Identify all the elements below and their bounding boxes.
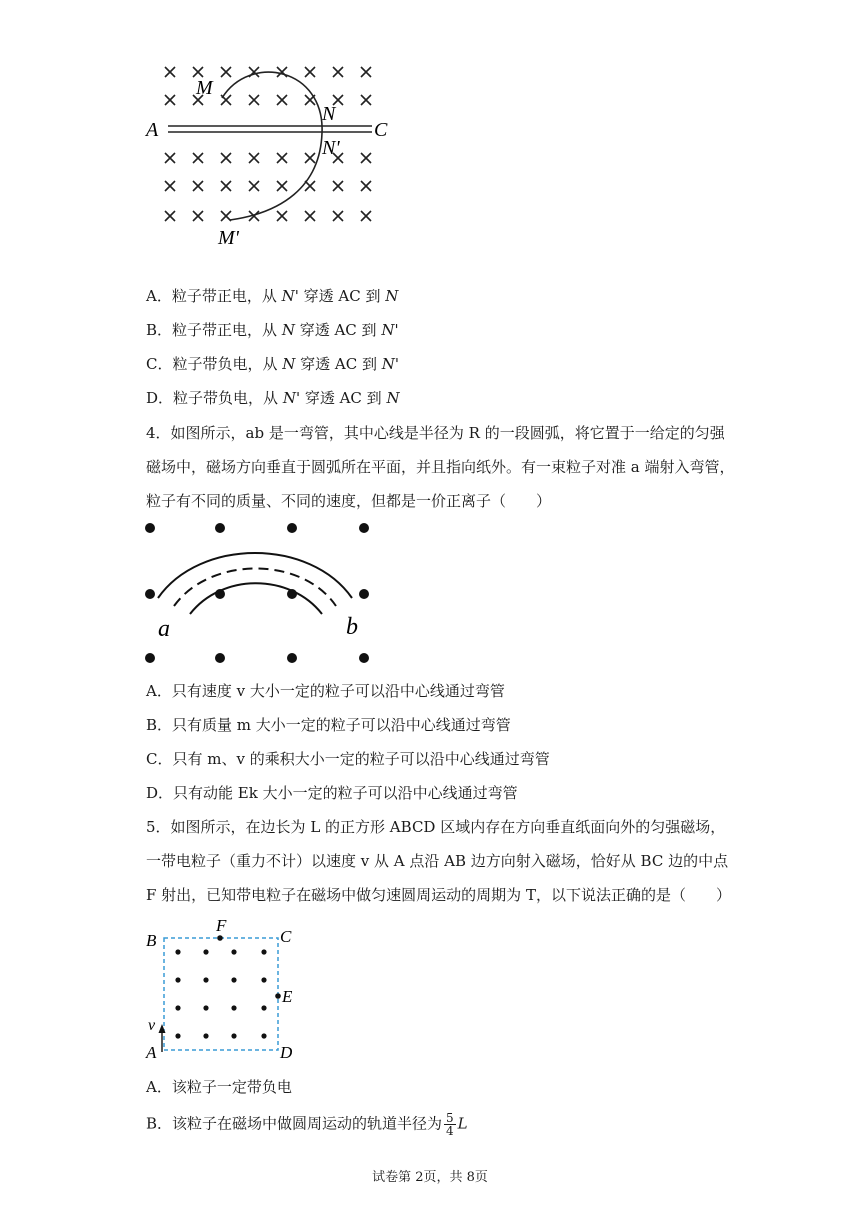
field-dot	[203, 1005, 208, 1010]
q5-line-2: 一带电粒子（重力不计）以速度 v 从 A 点沿 AB 边方向射入磁场，恰好从 BC 边的中点	[146, 852, 729, 870]
q3-option-part: N'	[282, 389, 301, 407]
q5-option-b-var: L	[457, 1114, 468, 1133]
q3-option-d	[146, 389, 400, 407]
label-B: B	[146, 931, 157, 950]
square-ABCD	[164, 938, 278, 1050]
field-dot	[359, 653, 369, 663]
cross-mark	[277, 181, 287, 191]
q3-option-part: N'	[281, 287, 299, 305]
figure-square-field	[140, 912, 320, 1062]
cross-mark	[361, 153, 371, 163]
label-N-prime: N'	[322, 137, 340, 159]
q3-option-part: N	[385, 287, 399, 305]
cross-mark	[165, 95, 175, 105]
q3-option-part: N	[281, 321, 295, 339]
field-dot	[145, 653, 155, 663]
cross-mark	[221, 67, 231, 77]
q3-option-part: 粒子带正电，从	[172, 321, 282, 339]
cross-mark	[193, 153, 203, 163]
q5-line-3: F 射出，已知带电粒子在磁场中做匀速圆周运动的周期为 T，以下说法正确的是（ ）	[146, 886, 731, 904]
q4-option-d: D．只有动能 Ek 大小一定的粒子可以沿中心线通过弯管	[146, 784, 518, 802]
label-v: v	[148, 1017, 156, 1034]
q3-option-part: B．	[146, 321, 173, 339]
q3-option-part: N'	[381, 355, 400, 373]
field-dot	[203, 1033, 208, 1038]
q3-option-part: N'	[381, 321, 399, 339]
field-dot	[231, 1005, 236, 1010]
field-dot	[203, 977, 208, 982]
label-D: D	[280, 1043, 293, 1062]
q3-option-part: A．	[146, 287, 172, 305]
cross-mark	[361, 211, 371, 221]
point-F	[217, 935, 223, 941]
figure-curved-tube	[140, 518, 380, 668]
cross-mark	[333, 181, 343, 191]
cross-mark	[249, 153, 259, 163]
cross-mark	[249, 181, 259, 191]
field-dot	[175, 949, 180, 954]
field-dot	[231, 1033, 236, 1038]
field-dot	[175, 977, 180, 982]
q3-option-part: 粒子带负电，从	[173, 389, 283, 407]
q3-option-part: C．	[146, 355, 173, 373]
label-A: A	[146, 119, 159, 141]
cross-mark	[165, 67, 175, 77]
label-A: A	[146, 1043, 157, 1062]
label-a: a	[158, 616, 170, 642]
q5-option-b	[146, 1112, 468, 1137]
cross-mark	[221, 153, 231, 163]
cross-mark	[305, 181, 315, 191]
field-dots	[175, 949, 266, 1038]
q4-line-2: 磁场中，磁场方向垂直于圆弧所在平面，并且指向纸外。有一束粒子对准 a 端射入弯管，	[146, 458, 735, 476]
q3-option-part: 穿透 AC 到	[295, 355, 382, 373]
field-dot	[215, 523, 225, 533]
label-F: F	[216, 916, 227, 935]
label-C: C	[374, 119, 388, 141]
field-dot	[231, 977, 236, 982]
q3-option-a	[146, 287, 398, 305]
cross-mark	[193, 181, 203, 191]
cross-mark	[249, 95, 259, 105]
q4-option-a: A．只有速度 v 大小一定的粒子可以沿中心线通过弯管	[146, 682, 505, 700]
label-M: M	[196, 77, 213, 99]
fraction-numerator: 5	[446, 1111, 454, 1125]
cross-mark	[361, 95, 371, 105]
field-dot	[287, 653, 297, 663]
fraction	[444, 1112, 456, 1137]
cross-mark	[193, 211, 203, 221]
label-N: N	[322, 103, 336, 125]
tube-centerline	[174, 569, 336, 607]
particle-arc	[222, 72, 322, 220]
figure-magnetic-field-arc	[140, 58, 400, 248]
cross-mark	[277, 211, 287, 221]
q3-option-part: N	[282, 355, 296, 373]
cross-mark	[221, 181, 231, 191]
q3-option-part: N	[386, 389, 400, 407]
q3-option-part: 穿透 AC 到	[294, 321, 382, 339]
cross-mark	[333, 67, 343, 77]
cross-mark	[165, 211, 175, 221]
cross-mark	[361, 181, 371, 191]
cross-mark	[165, 181, 175, 191]
field-dot	[231, 949, 236, 954]
label-b: b	[346, 614, 358, 640]
cross-mark	[221, 211, 231, 221]
field-dot	[145, 589, 155, 599]
cross-mark	[305, 211, 315, 221]
q4-line-3: 粒子有不同的质量、不同的速度，但都是一价正离子（ ）	[146, 492, 552, 510]
q3-option-part: 粒子带正电，从	[171, 287, 282, 305]
q5-option-a: A．该粒子一定带负电	[146, 1078, 292, 1096]
point-E	[275, 993, 281, 999]
cross-mark	[305, 153, 315, 163]
cross-mark	[277, 153, 287, 163]
field-dot	[145, 523, 155, 533]
cross-mark	[165, 153, 175, 163]
q3-option-part: D．	[146, 389, 174, 407]
tube-inner-wall	[190, 583, 322, 614]
page-footer: 试卷第 2页，共 8页	[372, 1170, 488, 1185]
cross-mark	[361, 67, 371, 77]
cross-mark	[305, 67, 315, 77]
q3-option-c	[146, 355, 399, 373]
cross-mark	[277, 95, 287, 105]
field-dot	[261, 977, 266, 982]
q5-option-b-text: B．该粒子在磁场中做圆周运动的轨道半径为	[146, 1114, 443, 1133]
label-E: E	[282, 987, 293, 1006]
q3-option-b	[146, 321, 399, 339]
field-dot	[261, 1005, 266, 1010]
cross-mark	[193, 67, 203, 77]
field-dot	[359, 589, 369, 599]
cross-mark	[333, 211, 343, 221]
label-C: C	[280, 927, 292, 946]
q3-option-part: 穿透 AC 到	[298, 287, 386, 305]
q4-line-1: 4．如图所示，ab 是一弯管，其中心线是半径为 R 的一段圆弧，将它置于一给定的匀强	[146, 424, 725, 442]
fraction-denominator: 4	[446, 1124, 454, 1138]
field-dots	[145, 523, 369, 663]
field-dot	[203, 949, 208, 954]
label-M-prime: M'	[218, 227, 239, 248]
q5-line-1: 5．如图所示，在边长为 L 的正方形 ABCD 区域内存在方向垂直纸面向外的匀强磁场，	[146, 818, 726, 836]
field-dot	[287, 523, 297, 533]
q4-option-b: B．只有质量 m 大小一定的粒子可以沿中心线通过弯管	[146, 716, 511, 734]
field-dot	[261, 1033, 266, 1038]
field-dot	[175, 1005, 180, 1010]
q3-option-part: 粒子带负电，从	[172, 355, 283, 373]
q4-option-c: C．只有 m、v 的乘积大小一定的粒子可以沿中心线通过弯管	[146, 750, 550, 768]
q3-option-part: 穿透 AC 到	[300, 389, 387, 407]
field-dot	[359, 523, 369, 533]
field-dot	[175, 1033, 180, 1038]
field-dot	[261, 949, 266, 954]
field-dot	[215, 653, 225, 663]
